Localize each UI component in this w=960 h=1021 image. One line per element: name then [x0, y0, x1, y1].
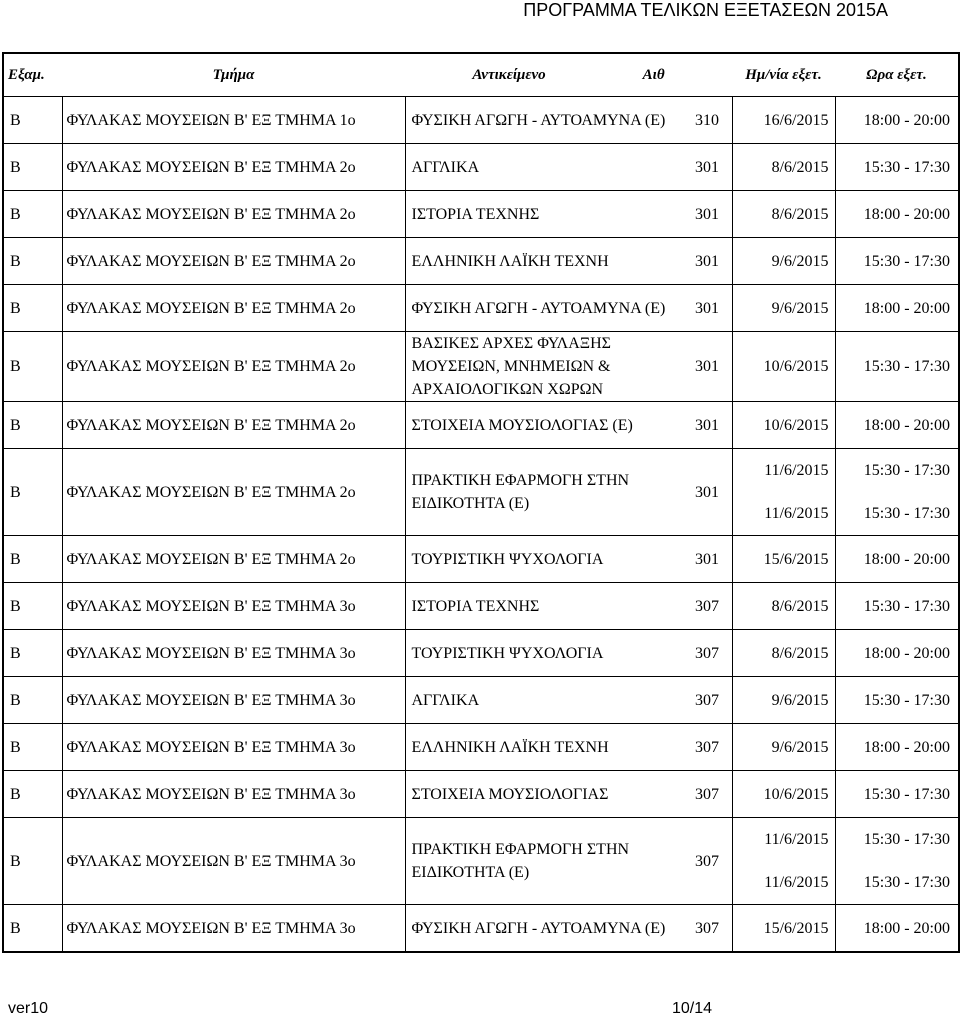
table-row: [3, 402, 959, 449]
room-cell: 301: [695, 144, 732, 191]
semester-cell: Β: [3, 191, 62, 238]
semester-cell: Β: [3, 285, 62, 332]
semester-cell: Β: [3, 144, 62, 191]
table-row: [3, 677, 959, 724]
room-cell: 301: [695, 332, 732, 402]
subject-cell: ΕΛΛΗΝΙΚΗ ΛΑΪΚΗ ΤΕΧΝΗ: [405, 238, 695, 285]
time-value: 15:30 - 17:30: [863, 462, 950, 479]
room-cell: 307: [695, 818, 732, 905]
date-cell: 16/6/2015: [732, 97, 835, 144]
department-cell: ΦΥΛΑΚΑΣ ΜΟΥΣΕΙΩΝ Β' ΕΞ ΤΜΗΜΑ 3ο: [62, 771, 405, 818]
semester-cell: Β: [3, 238, 62, 285]
table-row: [3, 285, 959, 332]
semester-cell: Β: [3, 677, 62, 724]
time-cell: 15:30 - 17:30: [835, 144, 959, 191]
table-row: [3, 724, 959, 771]
department-cell: ΦΥΛΑΚΑΣ ΜΟΥΣΕΙΩΝ Β' ΕΞ ΤΜΗΜΑ 3ο: [62, 724, 405, 771]
table-row: [3, 191, 959, 238]
column-header-subject-label: Αντικείμενο: [472, 66, 546, 83]
subject-cell: ΤΟΥΡΙΣΤΙΚΗ ΨΥΧΟΛΟΓΙΑ: [405, 536, 695, 583]
department-cell: ΦΥΛΑΚΑΣ ΜΟΥΣΕΙΩΝ Β' ΕΞ ΤΜΗΜΑ 2ο: [62, 536, 405, 583]
date-cell: 15/6/2015: [732, 536, 835, 583]
room-cell: 307: [695, 724, 732, 771]
department-cell: ΦΥΛΑΚΑΣ ΜΟΥΣΕΙΩΝ Β' ΕΞ ΤΜΗΜΑ 3ο: [62, 583, 405, 630]
department-cell: ΦΥΛΑΚΑΣ ΜΟΥΣΕΙΩΝ Β' ΕΞ ΤΜΗΜΑ 2ο: [62, 285, 405, 332]
time-cell: 15:30 - 17:30: [835, 332, 959, 402]
semester-cell: Β: [3, 771, 62, 818]
date-cell: [732, 449, 835, 536]
department-cell: ΦΥΛΑΚΑΣ ΜΟΥΣΕΙΩΝ Β' ΕΞ ΤΜΗΜΑ 2ο: [62, 191, 405, 238]
semester-cell: Β: [3, 97, 62, 144]
table-row: [3, 905, 959, 953]
date-cell: 9/6/2015: [732, 238, 835, 285]
time-value-2: 15:30 - 17:30: [863, 505, 950, 522]
page-title: ΠΡΟΓΡΑΜΜΑ ΤΕΛΙΚΩΝ ΕΞΕΤΑΣΕΩΝ 2015Α: [523, 0, 888, 20]
table-row: [3, 583, 959, 630]
time-cell: 18:00 - 20:00: [835, 905, 959, 953]
room-cell: 307: [695, 677, 732, 724]
room-cell: 301: [695, 402, 732, 449]
department-cell: ΦΥΛΑΚΑΣ ΜΟΥΣΕΙΩΝ Β' ΕΞ ΤΜΗΜΑ 3ο: [62, 630, 405, 677]
time-cell: 18:00 - 20:00: [835, 97, 959, 144]
department-cell: ΦΥΛΑΚΑΣ ΜΟΥΣΕΙΩΝ Β' ΕΞ ΤΜΗΜΑ 2ο: [62, 402, 405, 449]
column-header-subject: [405, 53, 732, 97]
subject-cell: ΑΓΓΛΙΚΑ: [405, 144, 695, 191]
column-header-department: Τμήμα: [62, 53, 405, 97]
department-cell: ΦΥΛΑΚΑΣ ΜΟΥΣΕΙΩΝ Β' ΕΞ ΤΜΗΜΑ 3ο: [62, 818, 405, 905]
room-cell: 301: [695, 449, 732, 536]
subject-cell: ΑΓΓΛΙΚΑ: [405, 677, 695, 724]
subject-cell: ΒΑΣΙΚΕΣ ΑΡΧΕΣ ΦΥΛΑΞΗΣ ΜΟΥΣΕΙΩΝ, ΜΝΗΜΕΙΩΝ & ΑΡΧΑΙΟΛΟΓΙΚΩΝ ΧΩΡΩΝ: [405, 332, 695, 402]
time-cell: 15:30 - 17:30: [835, 583, 959, 630]
column-header-semester: Εξαμ.: [3, 53, 62, 97]
semester-cell: Β: [3, 818, 62, 905]
date-cell: 8/6/2015: [732, 144, 835, 191]
semester-cell: Β: [3, 449, 62, 536]
table-row: [3, 630, 959, 677]
table-row: [3, 818, 959, 905]
subject-cell: ΠΡΑΚΤΙΚΗ ΕΦΑΡΜΟΓΗ ΣΤΗΝ ΕΙΔΙΚΟΤΗΤΑ (Ε): [405, 449, 695, 536]
page-number: 10/14: [672, 1000, 713, 1017]
date-value: 11/6/2015: [764, 462, 829, 479]
table-row: [3, 144, 959, 191]
date-cell: 9/6/2015: [732, 285, 835, 332]
semester-cell: Β: [3, 402, 62, 449]
table-row: [3, 97, 959, 144]
time-cell: [835, 449, 959, 536]
subject-cell: ΦΥΣΙΚΗ ΑΓΩΓΗ - ΑΥΤΟΑΜΥΝΑ (Ε): [405, 905, 695, 953]
time-cell: [835, 818, 959, 905]
subject-cell: ΠΡΑΚΤΙΚΗ ΕΦΑΡΜΟΓΗ ΣΤΗΝ ΕΙΔΙΚΟΤΗΤΑ (Ε): [405, 818, 695, 905]
subject-cell: ΙΣΤΟΡΙΑ ΤΕΧΝΗΣ: [405, 191, 695, 238]
date-cell: 9/6/2015: [732, 677, 835, 724]
subject-cell: ΤΟΥΡΙΣΤΙΚΗ ΨΥΧΟΛΟΓΙΑ: [405, 630, 695, 677]
time-cell: 18:00 - 20:00: [835, 191, 959, 238]
room-cell: 301: [695, 191, 732, 238]
column-header-date: Ημ/νία εξετ.: [732, 53, 835, 97]
date-cell: 9/6/2015: [732, 724, 835, 771]
date-value-2: 11/6/2015: [764, 874, 829, 891]
semester-cell: Β: [3, 905, 62, 953]
room-cell: 307: [695, 905, 732, 953]
table-row: [3, 536, 959, 583]
semester-cell: Β: [3, 724, 62, 771]
subject-cell: ΣΤΟΙΧΕΙΑ ΜΟΥΣΙΟΛΟΓΙΑΣ: [405, 771, 695, 818]
subject-cell: ΕΛΛΗΝΙΚΗ ΛΑΪΚΗ ΤΕΧΝΗ: [405, 724, 695, 771]
subject-cell: ΙΣΤΟΡΙΑ ΤΕΧΝΗΣ: [405, 583, 695, 630]
subject-cell: ΣΤΟΙΧΕΙΑ ΜΟΥΣΙΟΛΟΓΙΑΣ (Ε): [405, 402, 695, 449]
time-cell: 15:30 - 17:30: [835, 677, 959, 724]
time-cell: 18:00 - 20:00: [835, 630, 959, 677]
room-cell: 307: [695, 771, 732, 818]
date-cell: [732, 818, 835, 905]
semester-cell: Β: [3, 630, 62, 677]
table-row: [3, 332, 959, 402]
room-cell: 301: [695, 238, 732, 285]
room-cell: 301: [695, 536, 732, 583]
department-cell: ΦΥΛΑΚΑΣ ΜΟΥΣΕΙΩΝ Β' ΕΞ ΤΜΗΜΑ 3ο: [62, 905, 405, 953]
semester-cell: Β: [3, 583, 62, 630]
table-row: [3, 771, 959, 818]
table-row: [3, 238, 959, 285]
date-cell: 10/6/2015: [732, 402, 835, 449]
room-cell: 301: [695, 285, 732, 332]
column-header-time: Ωρα εξετ.: [835, 53, 959, 97]
time-cell: 15:30 - 17:30: [835, 238, 959, 285]
room-cell: 307: [695, 583, 732, 630]
date-value-2: 11/6/2015: [764, 505, 829, 522]
department-cell: ΦΥΛΑΚΑΣ ΜΟΥΣΕΙΩΝ Β' ΕΞ ΤΜΗΜΑ 2ο: [62, 449, 405, 536]
date-value: 11/6/2015: [764, 831, 829, 848]
department-cell: ΦΥΛΑΚΑΣ ΜΟΥΣΕΙΩΝ Β' ΕΞ ΤΜΗΜΑ 2ο: [62, 238, 405, 285]
time-value-2: 15:30 - 17:30: [863, 874, 950, 891]
department-cell: ΦΥΛΑΚΑΣ ΜΟΥΣΕΙΩΝ Β' ΕΞ ΤΜΗΜΑ 1ο: [62, 97, 405, 144]
department-cell: ΦΥΛΑΚΑΣ ΜΟΥΣΕΙΩΝ Β' ΕΞ ΤΜΗΜΑ 2ο: [62, 332, 405, 402]
date-cell: 15/6/2015: [732, 905, 835, 953]
time-cell: 18:00 - 20:00: [835, 402, 959, 449]
semester-cell: Β: [3, 536, 62, 583]
subject-cell: ΦΥΣΙΚΗ ΑΓΩΓΗ - ΑΥΤΟΑΜΥΝΑ (Ε): [405, 285, 695, 332]
table-row: [3, 449, 959, 536]
table-header-row: [3, 53, 959, 97]
room-cell: 310: [695, 97, 732, 144]
exam-schedule-table: [2, 52, 960, 953]
time-cell: 18:00 - 20:00: [835, 724, 959, 771]
time-cell: 18:00 - 20:00: [835, 285, 959, 332]
department-cell: ΦΥΛΑΚΑΣ ΜΟΥΣΕΙΩΝ Β' ΕΞ ΤΜΗΜΑ 3ο: [62, 677, 405, 724]
time-value: 15:30 - 17:30: [863, 831, 950, 848]
date-cell: 8/6/2015: [732, 583, 835, 630]
version-label: ver10: [8, 1000, 49, 1017]
date-cell: 10/6/2015: [732, 771, 835, 818]
department-cell: ΦΥΛΑΚΑΣ ΜΟΥΣΕΙΩΝ Β' ΕΞ ΤΜΗΜΑ 2ο: [62, 144, 405, 191]
room-cell: 307: [695, 630, 732, 677]
time-cell: 15:30 - 17:30: [835, 771, 959, 818]
date-cell: 8/6/2015: [732, 191, 835, 238]
column-header-room: Αιθ: [642, 66, 665, 83]
subject-cell: ΦΥΣΙΚΗ ΑΓΩΓΗ - ΑΥΤΟΑΜΥΝΑ (Ε): [405, 97, 695, 144]
date-cell: 8/6/2015: [732, 630, 835, 677]
time-cell: 18:00 - 20:00: [835, 536, 959, 583]
semester-cell: Β: [3, 332, 62, 402]
table-body: [3, 97, 959, 953]
date-cell: 10/6/2015: [732, 332, 835, 402]
